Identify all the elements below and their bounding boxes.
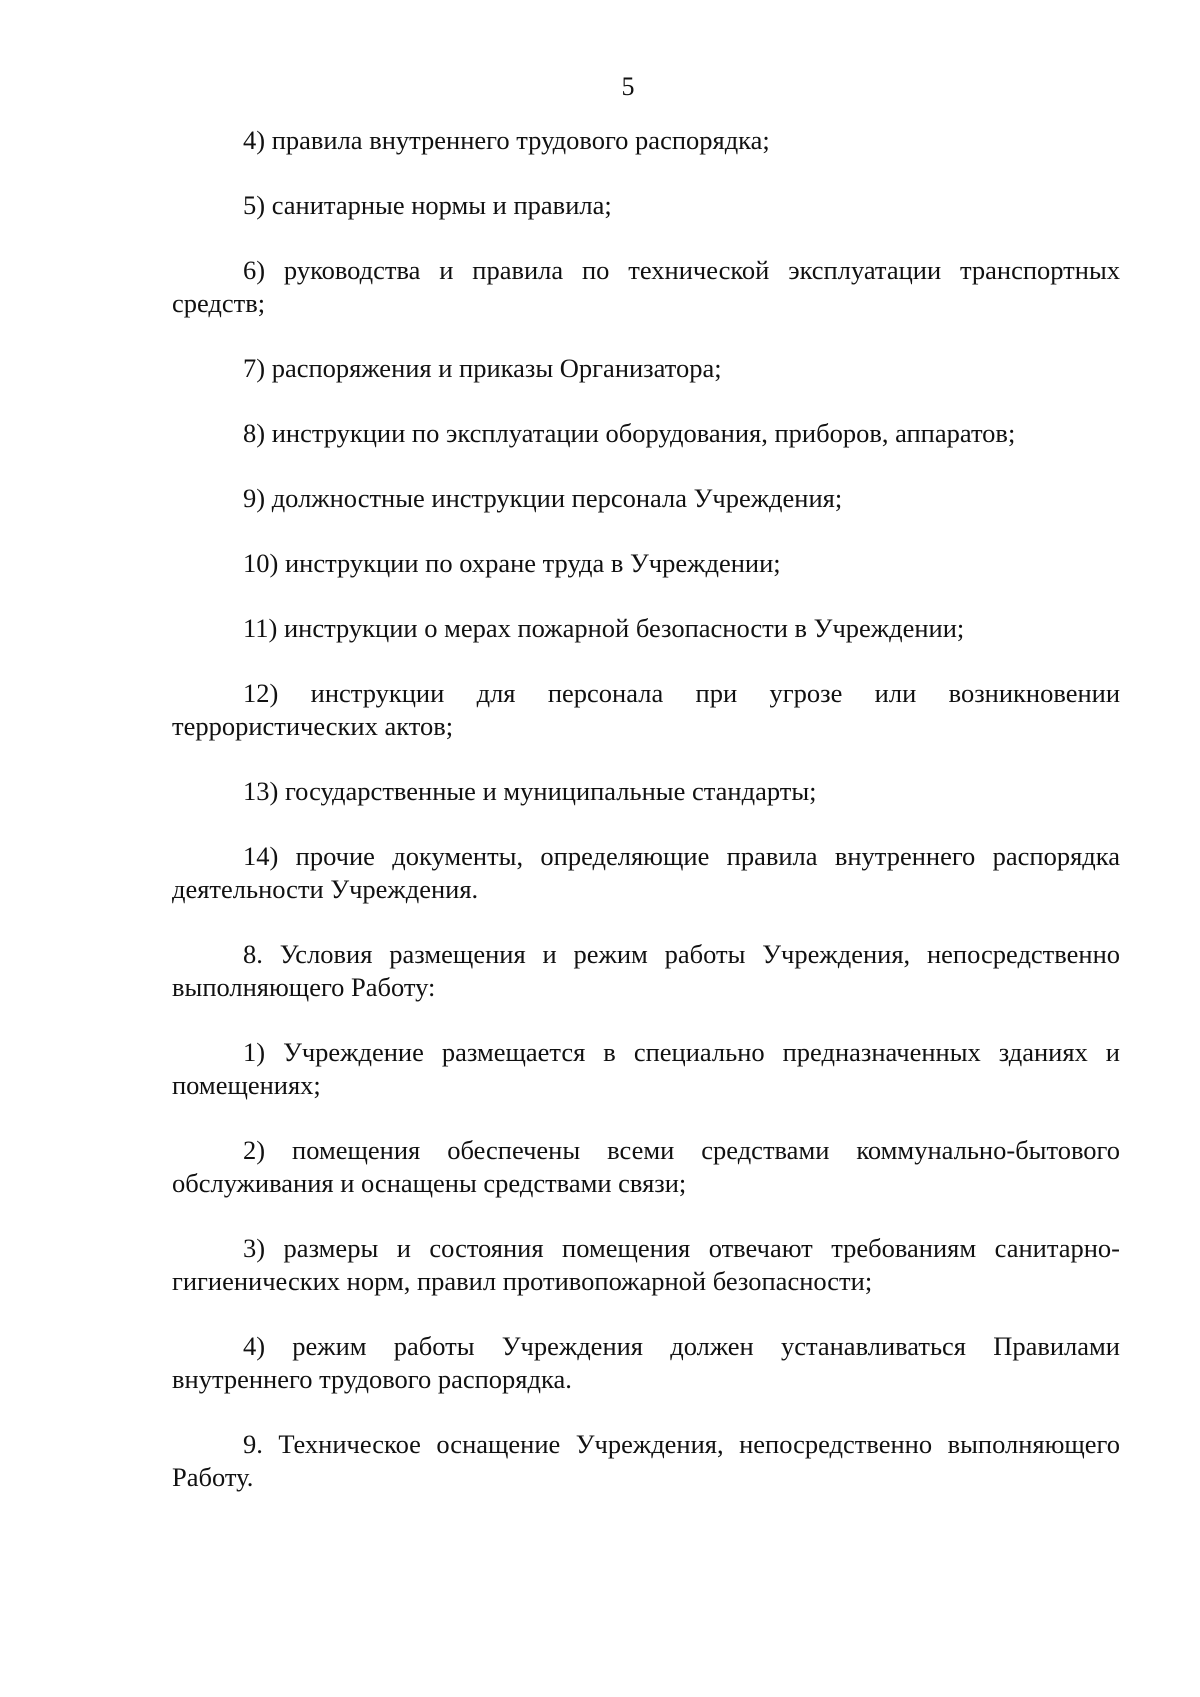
list-item: 1) Учреждение размещается в специально предназначенных зданиях и помещениях; (172, 1037, 1120, 1100)
list-item: 13) государственные и муниципальные стандарты; (243, 776, 817, 806)
section-heading: 8. Условия размещения и режим работы Учреждения, непосредственно выполняющего Работу: (172, 939, 1120, 1002)
list-item: 11) инструкции о мерах пожарной безопасности в Учреждении; (243, 613, 965, 643)
section-heading: 9. Техническое оснащение Учреждения, непосредственно выполняющего Работу. (172, 1429, 1120, 1492)
list-item: 3) размеры и состояния помещения отвечают требованиям санитарно-гигиенических норм, правил противопожарной безопасности; (172, 1233, 1120, 1296)
list-item: 4) правила внутреннего трудового распорядка; (243, 125, 770, 155)
list-item: 4) режим работы Учреждения должен устанавливаться Правилами внутреннего трудового распорядка. (172, 1331, 1120, 1394)
page-number: 5 (621, 72, 635, 101)
list-item: 14) прочие документы, определяющие правила внутреннего распорядка деятельности Учреждения. (172, 841, 1120, 904)
list-item: 2) помещения обеспечены всеми средствами коммунально-бытового обслуживания и оснащены средствами связи; (172, 1135, 1120, 1198)
list-item: 5) санитарные нормы и правила; (243, 190, 612, 220)
list-item: 8) инструкции по эксплуатации оборудования, приборов, аппаратов; (243, 418, 1016, 448)
list-item: 10) инструкции по охране труда в Учреждении; (243, 548, 781, 578)
document-body (172, 124, 1120, 1526)
list-item: 12) инструкции для персонала при угрозе или возникновении террористических актов; (172, 678, 1120, 741)
list-item: 7) распоряжения и приказы Организатора; (243, 353, 722, 383)
list-item: 6) руководства и правила по технической эксплуатации транспортных средств; (172, 255, 1120, 318)
list-item: 9) должностные инструкции персонала Учреждения; (243, 483, 843, 513)
